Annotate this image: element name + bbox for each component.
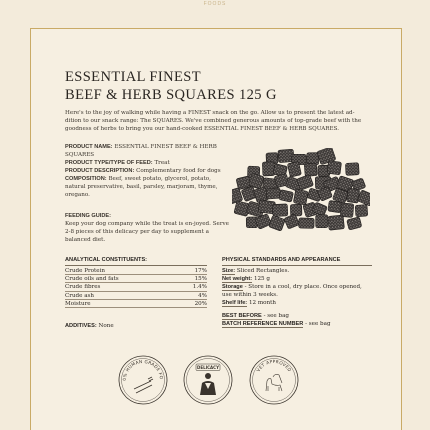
composition-line xyxy=(65,175,230,199)
storage-value: - Store in a cool, dry place. Once opened, use within 3 weeks. xyxy=(222,283,362,298)
treat-square xyxy=(299,218,315,229)
vet-approved-badge xyxy=(249,355,299,405)
physical-heading: PHYSICAL STANDARDS AND APPEARANCE xyxy=(222,256,372,266)
product-description-line xyxy=(65,167,230,175)
product-type-label: PRODUCT TYPE/TYPE OF FEED: xyxy=(65,160,153,166)
table-row xyxy=(65,267,207,275)
treat-square xyxy=(279,190,294,203)
physical-standards xyxy=(222,256,372,328)
product-name-value: ESSENTIAL FINEST BEEF & HERB SQUARES xyxy=(65,144,217,158)
size-line xyxy=(222,267,372,275)
best-before-label: BEST BEFORE xyxy=(222,312,262,319)
product-name-label: PRODUCT NAME: xyxy=(65,144,113,150)
constituent-value: 17% xyxy=(194,267,207,274)
constituent-name: Moisture xyxy=(65,301,91,308)
treat-square xyxy=(328,215,345,230)
table-row xyxy=(65,275,207,283)
treat-pile-image xyxy=(232,148,370,248)
constituent-name: Crude fibres xyxy=(65,284,101,291)
product-type-value: Treat xyxy=(154,160,170,166)
delicacy-badge xyxy=(183,355,233,405)
treat-square xyxy=(304,163,317,176)
treat-square xyxy=(327,161,342,175)
feeding-guide xyxy=(65,212,230,244)
treat-square xyxy=(272,204,287,217)
product-title xyxy=(65,68,277,104)
shelf-life-label: Shelf life: xyxy=(222,299,248,306)
treat-square xyxy=(347,217,362,230)
constituent-value: 20% xyxy=(194,301,207,308)
storage-label: Storage xyxy=(222,283,243,290)
size-label: Size: xyxy=(222,267,236,274)
intro-paragraph: Here's to the joy of walking while having a FINEST snack on the go. Allow us to present the latest ad-dition to our snack range: The SQUARES. We've combined generous amounts of top-grade beef with the goodness of herbs to bring you our hand-cooked ESSENTIAL FINEST BEEF & HERB SQUARES. xyxy=(65,110,362,132)
composition-label: COMPOSITION: xyxy=(65,176,107,182)
treat-square xyxy=(269,215,286,231)
additives-label: ADDITIVES: xyxy=(65,323,97,329)
feeding-guide-heading: FEEDING GUIDE: xyxy=(65,213,111,219)
analytical-constituents xyxy=(65,256,207,308)
vet-approved-text: VET APPROVED xyxy=(256,359,292,374)
batch-label: BATCH REFERENCE NUMBER xyxy=(222,320,304,327)
best-before-line xyxy=(222,312,372,320)
constituent-value: 15% xyxy=(194,275,207,282)
constituent-name: Crude Protein xyxy=(65,267,105,274)
size-value: Sliced Rectangles. xyxy=(236,267,290,274)
net-weight-label: Net weight: xyxy=(222,275,253,282)
treat-square xyxy=(316,215,328,228)
title-line-2: BEEF & HERB SQUARES 125 G xyxy=(65,87,277,103)
product-spec-block xyxy=(65,143,230,199)
best-before-value: - see bag xyxy=(263,312,290,319)
constituent-value: 4% xyxy=(198,292,207,299)
shelf-life-line xyxy=(222,299,372,307)
table-row xyxy=(65,283,207,291)
constituent-name: Crude oils and fats xyxy=(65,275,119,282)
analytical-heading: ANALYTICAL CONSTITUENTS: xyxy=(65,256,207,266)
feeding-guide-text: Keep your dog company while the treat is en-joyed. Serve 2-8 pieces of this delicacy per day to supplement a balanced diet. xyxy=(65,221,229,243)
net-weight-value: 125 g xyxy=(253,275,270,282)
batch-line xyxy=(222,320,372,328)
human-grade-text: 0% HUMAN GRADE FO xyxy=(122,359,164,381)
product-name-line xyxy=(65,143,230,159)
storage-line xyxy=(222,283,372,299)
table-row xyxy=(65,300,207,308)
composition-value: Beef, sweet potato, glycerol, potato, natural preservative, basil, parsley, marjoram, thyme, oregano. xyxy=(65,176,218,198)
treat-square xyxy=(328,200,342,212)
additives-value: None xyxy=(98,323,114,329)
delicacy-text: DELICACY xyxy=(197,364,219,370)
brand-wordmark: FOODS xyxy=(203,1,227,7)
treat-square xyxy=(345,163,359,176)
constituent-value: 1.4% xyxy=(192,284,207,291)
title-line-1: ESSENTIAL FINEST xyxy=(65,69,201,85)
shelf-life-value: 12 month xyxy=(248,299,276,306)
treat-square xyxy=(262,162,275,176)
treat-square xyxy=(266,188,281,199)
additives-line xyxy=(65,322,114,330)
constituent-name: Crude ash xyxy=(65,292,95,299)
treat-square xyxy=(293,189,308,205)
table-row xyxy=(65,292,207,300)
treat-square xyxy=(290,204,302,216)
net-weight-line xyxy=(222,275,372,283)
product-type-line xyxy=(65,159,230,167)
treat-square xyxy=(355,205,368,217)
product-description-value: Complementary food for dogs xyxy=(136,168,221,174)
human-grade-badge xyxy=(118,355,168,405)
product-description-label: PRODUCT DESCRIPTION: xyxy=(65,168,135,174)
batch-value: - see bag xyxy=(305,320,331,327)
